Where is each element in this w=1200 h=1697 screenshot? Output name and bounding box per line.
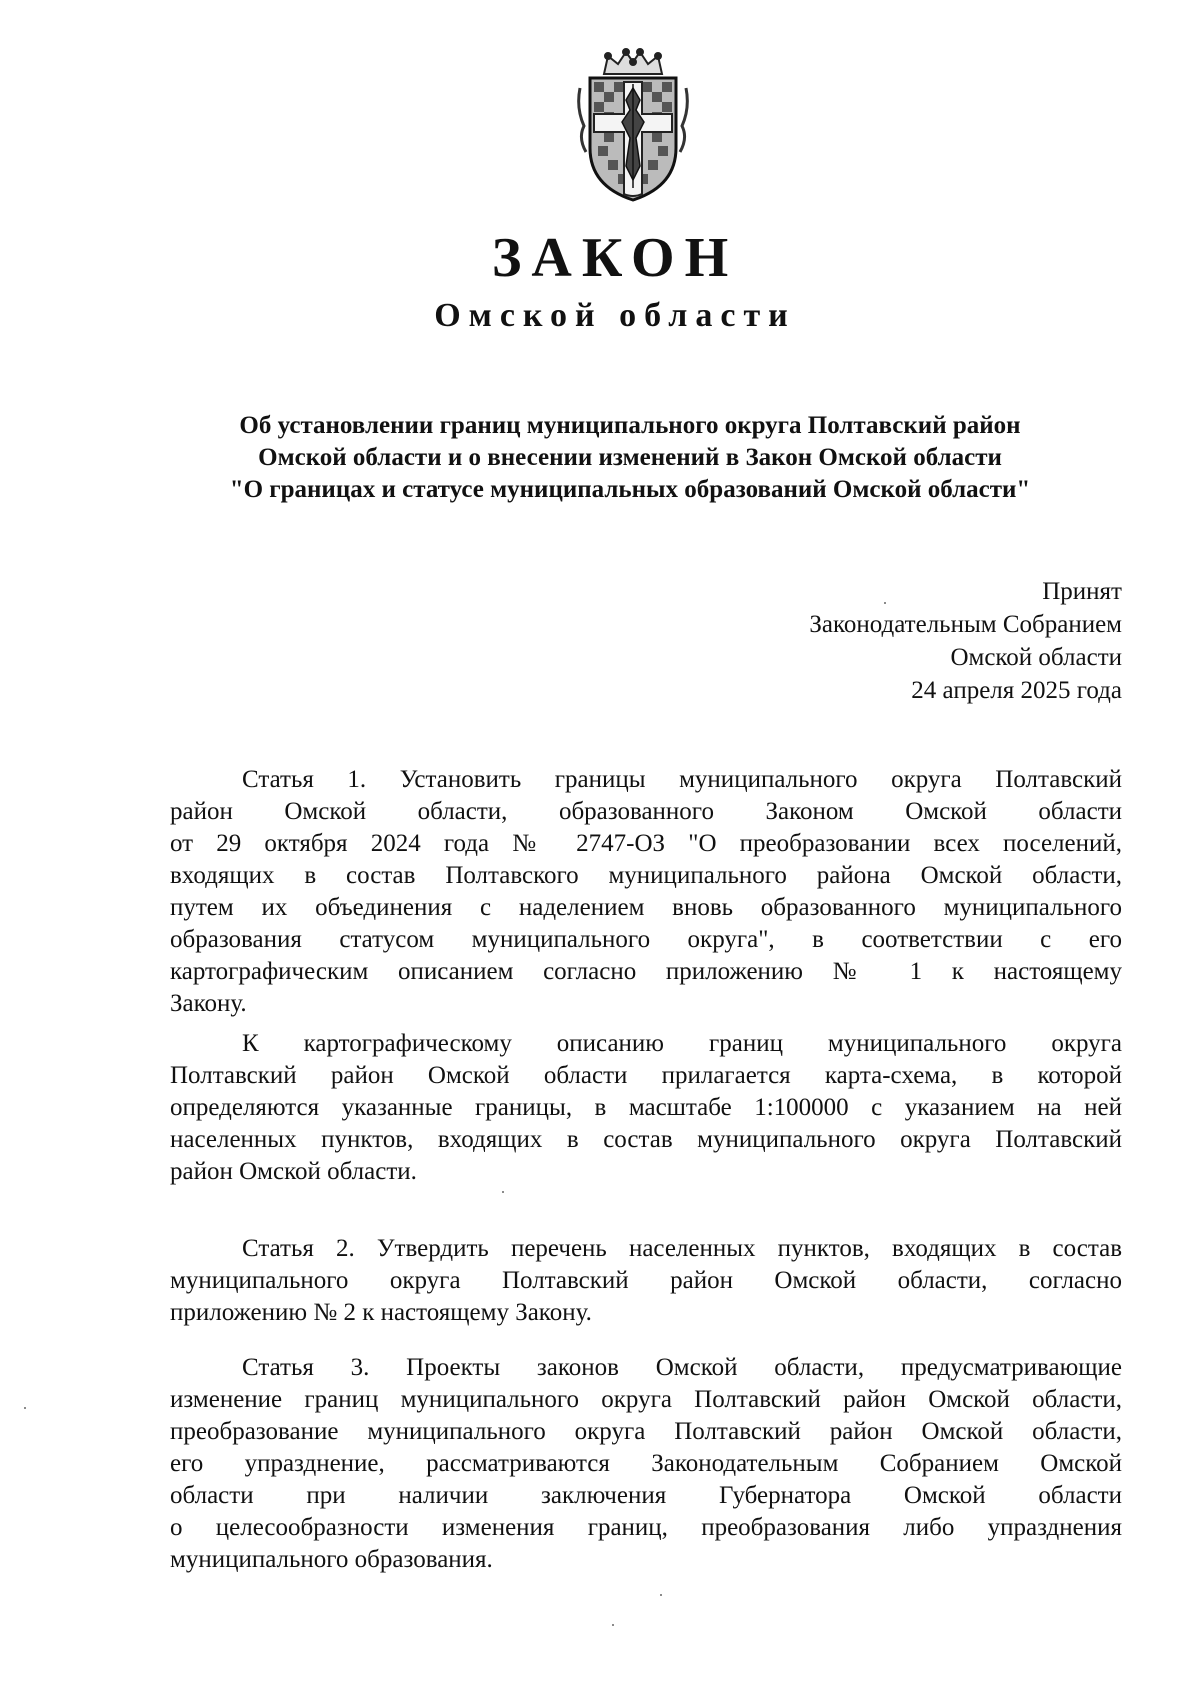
scan-speck: [660, 1594, 662, 1596]
scan-speck: [884, 602, 886, 604]
adoption-line: Принят: [1042, 578, 1122, 605]
text-line: Закону.: [170, 990, 247, 1017]
omsk-oblast-coat-of-arms-icon: [574, 48, 692, 204]
text-line: Статья 1. Установить границы муниципального округа Полтавский: [242, 766, 1122, 793]
text-line: путем их объединения с наделением вновь образованного муниципального: [170, 894, 1122, 921]
text-line: входящих в состав Полтавского муниципального района Омской области,: [170, 862, 1122, 889]
text-line: образования статусом муниципального округа", в соответствии с его: [170, 926, 1122, 953]
text-line: его упразднение, рассматриваются Законодательным Собранием Омской: [170, 1450, 1122, 1477]
text-line: Статья 2. Утвердить перечень населенных пунктов, входящих в состав: [242, 1235, 1122, 1262]
article-1-paragraph-2: [170, 1028, 1122, 1188]
text-line: Полтавский район Омской области прилагается карта-схема, в которой: [170, 1062, 1122, 1089]
text-line: приложению № 2 к настоящему Закону.: [170, 1299, 592, 1326]
text-line: район Омской области, образованного Законом Омской области: [170, 798, 1122, 825]
law-heading: [170, 410, 1090, 506]
text-line: области при наличии заключения Губернатора Омской области: [170, 1482, 1122, 1509]
adoption-line: Омской области: [950, 644, 1122, 671]
article-3: [170, 1352, 1122, 1576]
text-line: от 29 октября 2024 года № 2747-ОЗ "О преобразовании всех поселений,: [170, 830, 1122, 857]
adoption-block: [809, 575, 1122, 707]
document-title: ЗАКОН: [491, 227, 739, 289]
text-line: Статья 3. Проекты законов Омской области, предусматривающие: [242, 1354, 1122, 1381]
text-line: муниципального образования.: [170, 1546, 493, 1573]
text-line: район Омской области.: [170, 1158, 417, 1185]
scan-speck: [612, 1624, 614, 1626]
text-line: преобразование муниципального округа Полтавский район Омской области,: [170, 1418, 1122, 1445]
text-line: населенных пунктов, входящих в состав муниципального округа Полтавский: [170, 1126, 1122, 1153]
text-line: картографическим описанием согласно приложению № 1 к настоящему: [170, 958, 1122, 985]
article-2: [170, 1233, 1122, 1329]
adoption-date: 24 апреля 2025 года: [911, 677, 1122, 704]
text-line: определяются указанные границы, в масштабе 1:100000 с указанием на ней: [170, 1094, 1122, 1121]
heading-line: Омской области и о внесении изменений в Закон Омской области: [258, 444, 1002, 471]
document-subtitle: Омской области: [434, 297, 796, 334]
scan-speck: [502, 1191, 504, 1193]
heading-line: "О границах и статусе муниципальных образований Омской области": [229, 476, 1031, 503]
text-line: К картографическому описанию границ муниципального округа: [242, 1030, 1122, 1057]
heading-line: Об установлении границ муниципального округа Полтавский район: [239, 412, 1021, 439]
scan-speck: [24, 1407, 26, 1409]
text-line: изменение границ муниципального округа Полтавский район Омской области,: [170, 1386, 1122, 1413]
text-line: о целесообразности изменения границ, преобразования либо упразднения: [170, 1514, 1122, 1541]
text-line: муниципального округа Полтавский район Омской области, согласно: [170, 1267, 1122, 1294]
article-1: [170, 764, 1122, 1020]
adoption-line: Законодательным Собранием: [809, 611, 1122, 638]
